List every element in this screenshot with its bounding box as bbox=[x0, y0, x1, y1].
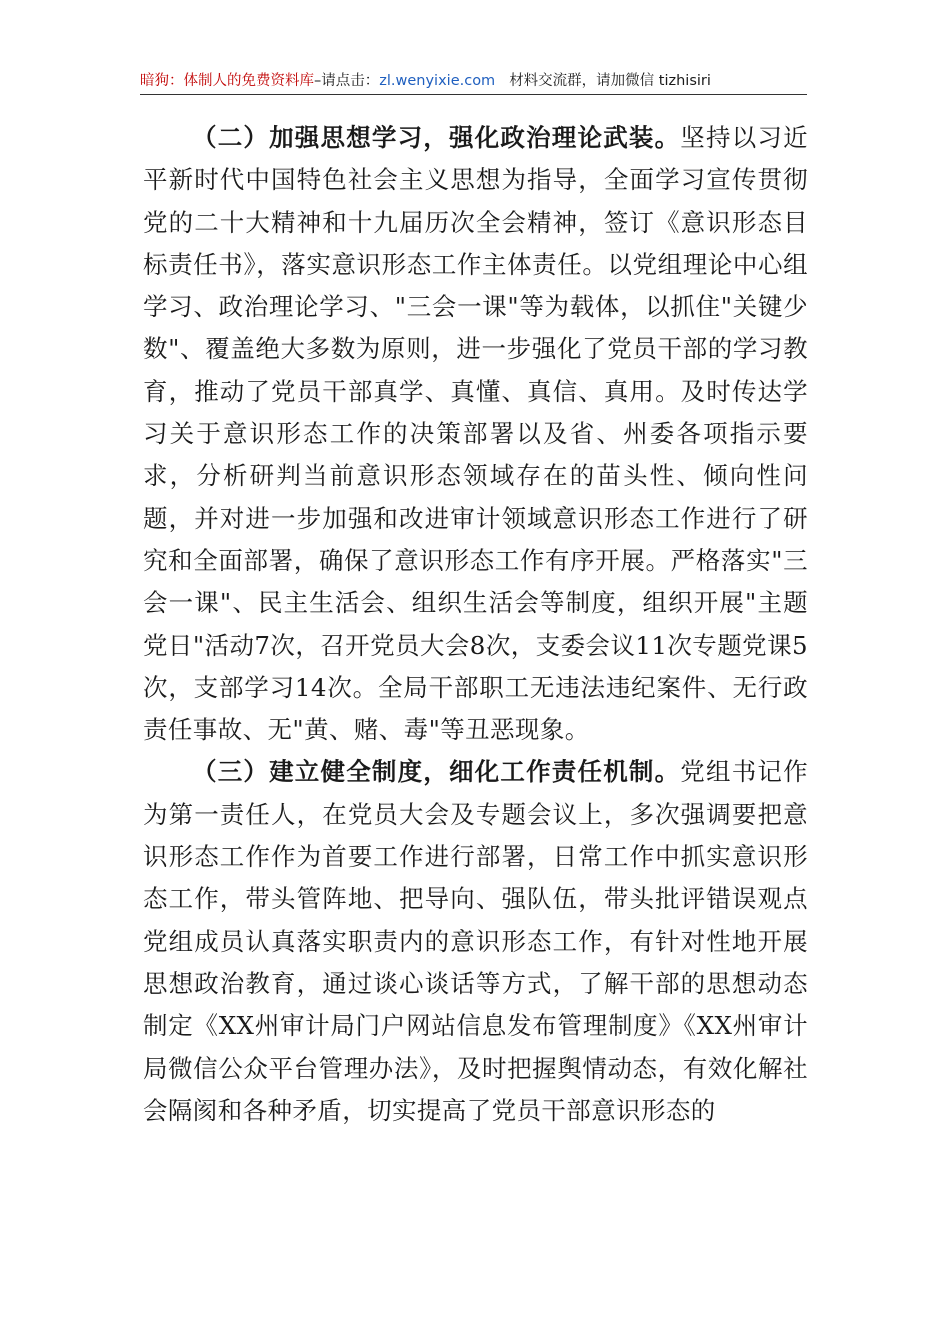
header-prompt: –请点击： bbox=[314, 73, 380, 89]
section-2-heading: （二）加强思想学习，强化政治理论武装。 bbox=[192, 123, 681, 152]
header-site-link[interactable]: zl.wenyixie.com bbox=[379, 73, 496, 89]
paragraph-section-2 bbox=[143, 117, 808, 751]
section-3-body: 党组书记作为第一责任人，在党员大会及专题会议上，多次强调要把意识形态工作作为首要工作进行部署，日常工作中抓实意识形态工作，带头管阵地、把导向、强队伍，带头批评错误观点党组成员认真落实职责内的意识形态工作，有针对性地开展思想政治教育，通过谈心谈话等方式，了解干部的思想动态制定《XX州审计局门户网站信息发布管理制度》《XX州审计局微信公众平台管理办法》，及时把握舆情动态，有效化解社会隔阂和各种矛盾，切实提高了党员干部意识形态的 bbox=[143, 757, 808, 1125]
document-body bbox=[143, 117, 808, 1132]
section-2-body: 坚持以习近平新时代中国特色社会主义思想为指导，全面学习宣传贯彻党的二十大精神和十九届历次全会精神，签订《意识形态目标责任书》，落实意识形态工作主体责任。以党组理论中心组学习、政治理论学习、"三会一课"等为载体，以抓住"关键少数"、覆盖绝大多数为原则，进一步强化了党员干部的学习教育，推动了党员干部真学、真懂、真信、真用。及时传达学习关于意识形态工作的决策部署以及省、州委各项指示要求，分析研判当前意识形态领域存在的苗头性、倾向性问题，并对进一步加强和改进审计领域意识形态工作进行了研究和全面部署，确保了意识形态工作有序开展。严格落实"三会一课"、民主生活会、组织生活会等制度，组织开展"主题党日"活动7次，召开党员大会8次，支委会议11次专题党课5次，支部学习14次。全局干部职工无违法违纪案件、无行政责任事故、无"黄、赌、毒"等丑恶现象。 bbox=[143, 123, 808, 745]
section-3-heading: （三）建立健全制度，细化工作责任机制。 bbox=[192, 757, 681, 787]
header-brand: 暗狗：体制人的免费资料库 bbox=[140, 73, 314, 89]
page-header bbox=[140, 68, 807, 95]
paragraph-section-3 bbox=[143, 751, 808, 1132]
header-wechat-group: 材料交流群，请加微信 tizhisiri bbox=[509, 73, 711, 89]
